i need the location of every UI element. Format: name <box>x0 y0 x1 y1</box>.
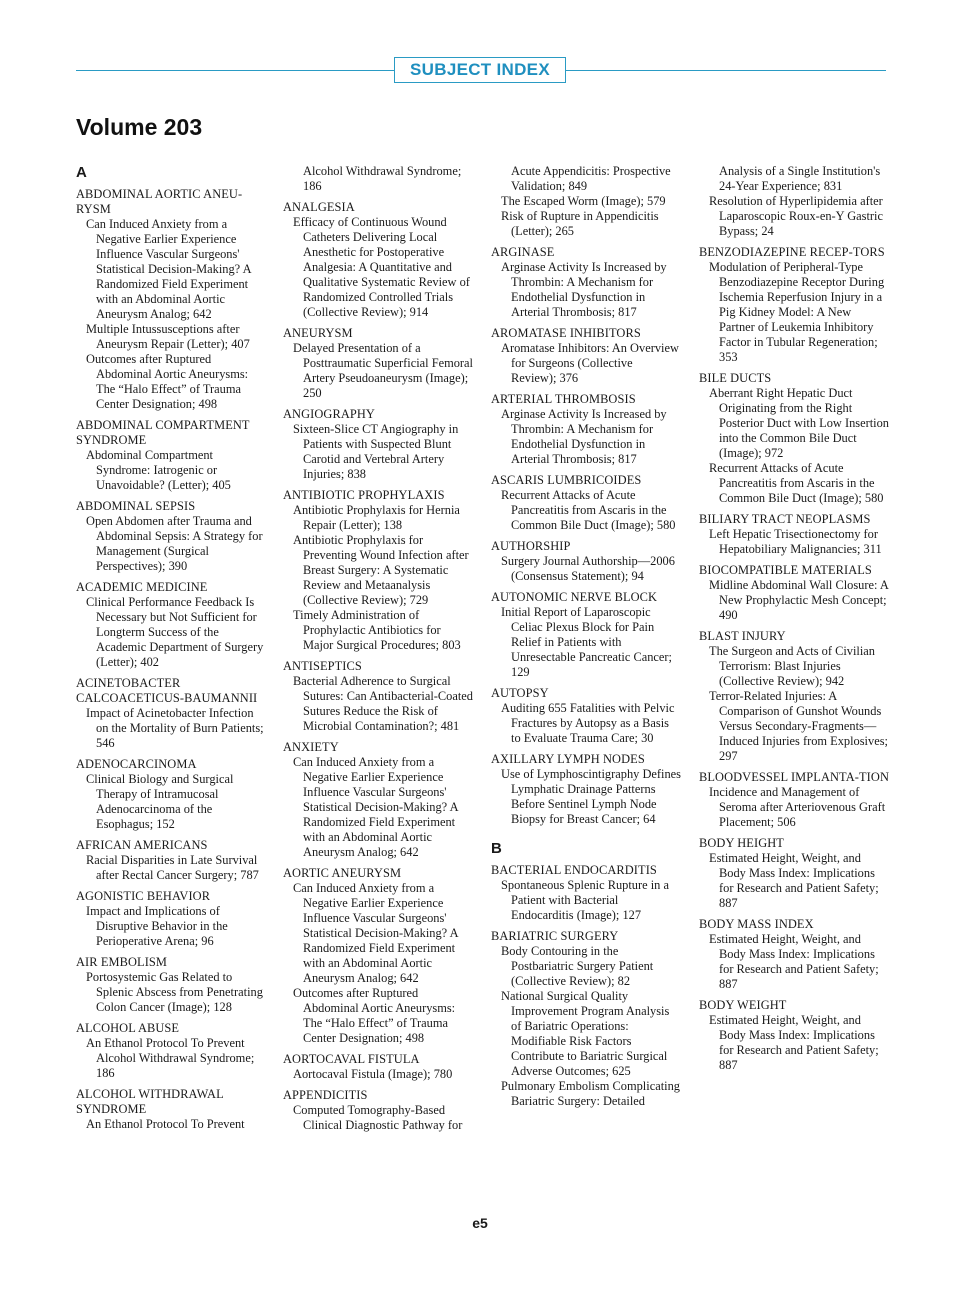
index-group <box>283 326 473 401</box>
index-term: BIOCOMPATIBLE MATERIALS <box>699 563 872 577</box>
index-term: AUTHORSHIP <box>491 539 571 553</box>
index-term: ASCARIS LUMBRICOIDES <box>491 473 642 487</box>
index-group <box>699 998 889 1073</box>
index-entry: Incidence and Management of Seroma after Arteriovenous Graft Placement; 506 <box>709 785 886 829</box>
index-term: AROMATASE INHIBITORS <box>491 326 641 340</box>
index-entry: Aberrant Right Hepatic Duct Originating from the Right Posterior Duct with Low Insertion into the Common Bile Duct (Image); 972 <box>709 386 890 460</box>
index-group <box>283 740 473 860</box>
index-group <box>491 473 681 533</box>
index-term: BILE DUCTS <box>699 371 772 385</box>
index-entry: Left Hepatic Trisectionectomy for Hepatobiliary Malignancies; 311 <box>709 527 882 556</box>
index-group <box>76 187 266 412</box>
index-term: BODY HEIGHT <box>699 836 784 850</box>
continued-entry: Acute Appendicitis: Prospective Validation; 849 <box>511 164 671 193</box>
index-term: BILIARY TRACT NEOPLASMS <box>699 512 871 526</box>
index-term: BLOODVESSEL IMPLANTA-TION <box>699 770 889 784</box>
index-group <box>491 245 681 320</box>
index-group <box>76 580 266 670</box>
continued-entry: Alcohol Withdrawal Syndrome; 186 <box>303 164 462 193</box>
index-group <box>699 563 889 623</box>
index-term: ABDOMINAL COMPARTMENT SYNDROME <box>76 418 250 447</box>
index-term: ABDOMINAL AORTIC ANEU-RYSM <box>76 187 243 216</box>
index-group <box>699 836 889 911</box>
continued-entry: Analysis of a Single Institution's 24-Year Experience; 831 <box>719 164 881 193</box>
index-column-4 <box>699 164 889 1073</box>
index-group <box>491 686 681 746</box>
index-group <box>283 866 473 1046</box>
index-group <box>283 659 473 734</box>
index-entry: An Ethanol Protocol To Prevent Alcohol Withdrawal Syndrome; 186 <box>86 1036 255 1080</box>
index-term: ADENOCARCINOMA <box>76 757 197 771</box>
index-group <box>76 955 266 1015</box>
index-group <box>76 1087 266 1132</box>
index-group <box>491 539 681 584</box>
index-group <box>283 407 473 482</box>
index-entry: The Surgeon and Acts of Civilian Terrorism: Blast Injuries (Collective Review); 942 <box>709 644 875 688</box>
index-entry: Antibiotic Prophylaxis for Hernia Repair (Letter); 138 <box>293 503 460 532</box>
index-term: BODY WEIGHT <box>699 998 787 1012</box>
index-term: ANALGESIA <box>283 200 355 214</box>
section-title: SUBJECT INDEX <box>394 57 566 83</box>
index-group <box>283 1088 473 1133</box>
index-entry: Spontaneous Splenic Rupture in a Patient with Bacterial Endocarditis (Image); 127 <box>501 878 669 922</box>
index-entry: Multiple Intussusceptions after Aneurysm Repair (Letter); 407 <box>86 322 250 351</box>
index-entry: Estimated Height, Weight, and Body Mass Index: Implications for Research and Patient Safety; 887 <box>709 932 879 991</box>
index-term: AGONISTIC BEHAVIOR <box>76 889 211 903</box>
index-entry: Resolution of Hyperlipidemia after Laparoscopic Roux-en-Y Gastric Bypass; 24 <box>709 194 884 238</box>
index-group <box>699 371 889 506</box>
index-entry: Midline Abdominal Wall Closure: A New Prophylactic Mesh Concept; 490 <box>709 578 889 622</box>
index-group <box>491 929 681 1109</box>
index-group <box>283 488 473 653</box>
index-entry: Estimated Height, Weight, and Body Mass Index: Implications for Research and Patient Safety; 887 <box>709 851 879 910</box>
index-entry: Delayed Presentation of a Posttraumatic Superficial Femoral Artery Pseudoaneurysm (Image); 250 <box>293 341 473 400</box>
index-column-2 <box>283 164 473 1133</box>
index-group <box>699 194 889 239</box>
index-term: AFRICAN AMERICANS <box>76 838 208 852</box>
index-entry: Pulmonary Embolism Complicating Bariatric Surgery: Detailed <box>501 1079 680 1108</box>
index-entry: Body Contouring in the Postbariatric Surgery Patient (Collective Review); 82 <box>501 944 654 988</box>
index-term: ACADEMIC MEDICINE <box>76 580 208 594</box>
index-group <box>491 392 681 467</box>
index-entry: Arginase Activity Is Increased by Thrombin: A Mechanism for Endothelial Dysfunction in Arterial Thrombosis; 817 <box>501 260 667 319</box>
index-entry: The Escaped Worm (Image); 579 <box>501 194 666 208</box>
index-term: APPENDICITIS <box>283 1088 368 1102</box>
index-entry: Outcomes after Ruptured Abdominal Aortic Aneurysms: The “Halo Effect” of Trauma Center Designation; 498 <box>293 986 456 1045</box>
index-entry: Recurrent Attacks of Acute Pancreatitis from Ascaris in the Common Bile Duct (Image); 580 <box>709 461 884 505</box>
index-group <box>76 676 266 751</box>
index-term: ANTIBIOTIC PROPHYLAXIS <box>283 488 445 502</box>
index-entry: Bacterial Adherence to Surgical Sutures: Can Antibacterial-Coated Sutures Reduce the Risk of Microbial Contamination?; 481 <box>293 674 473 733</box>
index-entry: Abdominal Compartment Syndrome: Iatrogenic or Unavoidable? (Letter); 405 <box>86 448 231 492</box>
index-group <box>699 512 889 557</box>
index-entry: Clinical Biology and Surgical Therapy of Intramucosal Adenocarcinoma of the Esophagus; 152 <box>86 772 234 831</box>
index-group <box>491 752 681 827</box>
volume-title: Volume 203 <box>76 114 203 140</box>
index-entry: Impact of Acinetobacter Infection on the Mortality of Burn Patients; 546 <box>86 706 264 750</box>
index-term: ACINETOBACTER CALCOACETICUS-BAUMANNII <box>76 676 258 705</box>
index-entry: Terror-Related Injuries: A Comparison of Gunshot Wounds Versus Secondary-Fragments—Induced Injuries from Explosives; 297 <box>709 689 888 763</box>
index-term: BACTERIAL ENDOCARDITIS <box>491 863 657 877</box>
index-term: AORTOCAVAL FISTULA <box>283 1052 420 1066</box>
index-term: BARIATRIC SURGERY <box>491 929 619 943</box>
index-term: ANEURYSM <box>283 326 353 340</box>
index-group <box>699 629 889 764</box>
index-group <box>699 917 889 992</box>
index-entry: Aortocaval Fistula (Image); 780 <box>293 1067 453 1081</box>
index-group <box>76 889 266 949</box>
index-entry: Use of Lymphoscintigraphy Defines Lymphatic Drainage Patterns Before Sentinel Lymph Node Biopsy for Breast Cancer; 64 <box>501 767 681 826</box>
index-entry: Modulation of Peripheral-Type Benzodiazepine Receptor During Ischemia Reperfusion Injury in a Pig Kidney Model: A New Partner of Leukemia Inhibitory Factor in Tubular Regeneration; 353 <box>709 260 885 364</box>
index-entry: Computed Tomography-Based Clinical Diagnostic Pathway for <box>293 1103 463 1132</box>
index-term: ALCOHOL ABUSE <box>76 1021 180 1035</box>
index-entry: National Surgical Quality Improvement Program Analysis of Bariatric Operations: Modifiable Risk Factors Contribute to Bariatric Surgical Adverse Outcomes; 625 <box>501 989 670 1078</box>
index-entry: Auditing 655 Fatalities with Pelvic Fractures by Autopsy as a Basis to Evaluate Trauma Care; 30 <box>501 701 675 745</box>
index-entry: Open Abdomen after Trauma and Abdominal Sepsis: A Strategy for Management (Surgical Perspectives); 390 <box>86 514 263 573</box>
index-term: AUTOPSY <box>491 686 549 700</box>
index-entry: Can Induced Anxiety from a Negative Earlier Experience Influence Vascular Surgeons' Statistical Decision-Making? A Randomized Field Experiment with an Abdominal Aortic Aneurysm Analog; 642 <box>86 217 251 321</box>
index-group <box>491 326 681 386</box>
index-entry: Sixteen-Slice CT Angiography in Patients with Suspected Blunt Carotid and Vertebral Artery Injuries; 838 <box>293 422 459 481</box>
index-term: BODY MASS INDEX <box>699 917 814 931</box>
index-term: AUTONOMIC NERVE BLOCK <box>491 590 658 604</box>
index-entry: Impact and Implications of Disruptive Behavior in the Perioperative Arena; 96 <box>86 904 228 948</box>
page-number: e5 <box>472 1215 488 1231</box>
index-group <box>699 770 889 830</box>
index-term: ANXIETY <box>283 740 339 754</box>
index-term: AXILLARY LYMPH NODES <box>491 752 645 766</box>
index-term: BENZODIAZEPINE RECEP-TORS <box>699 245 885 259</box>
index-term: ARGINASE <box>491 245 555 259</box>
index-term: ANTISEPTICS <box>283 659 362 673</box>
index-entry: Recurrent Attacks of Acute Pancreatitis from Ascaris in the Common Bile Duct (Image); 580 <box>501 488 676 532</box>
index-term: ARTERIAL THROMBOSIS <box>491 392 636 406</box>
index-group <box>491 194 681 239</box>
index-entry: Can Induced Anxiety from a Negative Earlier Experience Influence Vascular Surgeons' Statistical Decision-Making? A Randomized Field Experiment with an Abdominal Aortic Aneurysm Analog; 642 <box>293 881 458 985</box>
index-term: BLAST INJURY <box>699 629 786 643</box>
index-group <box>699 245 889 365</box>
index-term: ABDOMINAL SEPSIS <box>76 499 196 513</box>
index-entry: Portosystemic Gas Related to Splenic Abscess from Penetrating Colon Cancer (Image); 128 <box>86 970 263 1014</box>
index-group <box>76 1021 266 1081</box>
index-group <box>283 1052 473 1082</box>
index-entry: Arginase Activity Is Increased by Thrombin: A Mechanism for Endothelial Dysfunction in Arterial Thrombosis; 817 <box>501 407 667 466</box>
index-entry: Aromatase Inhibitors: An Overview for Surgeons (Collective Review); 376 <box>501 341 679 385</box>
index-term: AORTIC ANEURYSM <box>283 866 402 880</box>
index-entry: Initial Report of Laparoscopic Celiac Plexus Block for Pain Relief in Patients with Unresectable Pancreatic Cancer; 129 <box>501 605 672 679</box>
index-entry: Risk of Rupture in Appendicitis (Letter); 265 <box>501 209 659 238</box>
index-entry: Antibiotic Prophylaxis for Preventing Wound Infection after Breast Surgery: A Systematic Review and Metaanalysis (Collective Review); 729 <box>293 533 469 607</box>
index-term: ANGIOGRAPHY <box>283 407 375 421</box>
index-column-3 <box>491 164 681 1109</box>
index-entry: An Ethanol Protocol To Prevent <box>86 1117 245 1131</box>
index-term: AIR EMBOLISM <box>76 955 168 969</box>
index-entry: Can Induced Anxiety from a Negative Earlier Experience Influence Vascular Surgeons' Statistical Decision-Making? A Randomized Field Experiment with an Abdominal Aortic Aneurysm Analog; 642 <box>293 755 458 859</box>
index-entry: Efficacy of Continuous Wound Catheters Delivering Local Anesthetic for Postoperative Analgesia: A Quantitative and Qualitative Systematic Review of Randomized Controlled Trials (Collective Review); 914 <box>293 215 470 319</box>
index-group <box>491 590 681 680</box>
index-entry: Racial Disparities in Late Survival after Rectal Cancer Surgery; 787 <box>86 853 259 882</box>
index-entry: Surgery Journal Authorship—2006 (Consensus Statement); 94 <box>501 554 675 583</box>
index-group <box>76 838 266 883</box>
section-letter: B <box>491 840 502 857</box>
index-entry: Outcomes after Ruptured Abdominal Aortic Aneurysms: The “Halo Effect” of Trauma Center Designation; 498 <box>86 352 249 411</box>
index-entry: Timely Administration of Prophylactic Antibiotics for Major Surgical Procedures; 803 <box>293 608 461 652</box>
index-column-1 <box>76 164 266 1132</box>
index-entry: Estimated Height, Weight, and Body Mass Index: Implications for Research and Patient Safety; 887 <box>709 1013 879 1072</box>
index-group <box>76 418 266 493</box>
index-group <box>76 757 266 832</box>
index-term: ALCOHOL WITHDRAWAL SYNDROME <box>76 1087 224 1116</box>
section-letter: A <box>76 164 87 181</box>
index-group <box>76 499 266 574</box>
index-entry: Clinical Performance Feedback Is Necessary but Not Sufficient for Longterm Success of the Academic Department of Surgery (Letter); 402 <box>86 595 264 669</box>
index-group <box>283 200 473 320</box>
index-group <box>491 863 681 923</box>
